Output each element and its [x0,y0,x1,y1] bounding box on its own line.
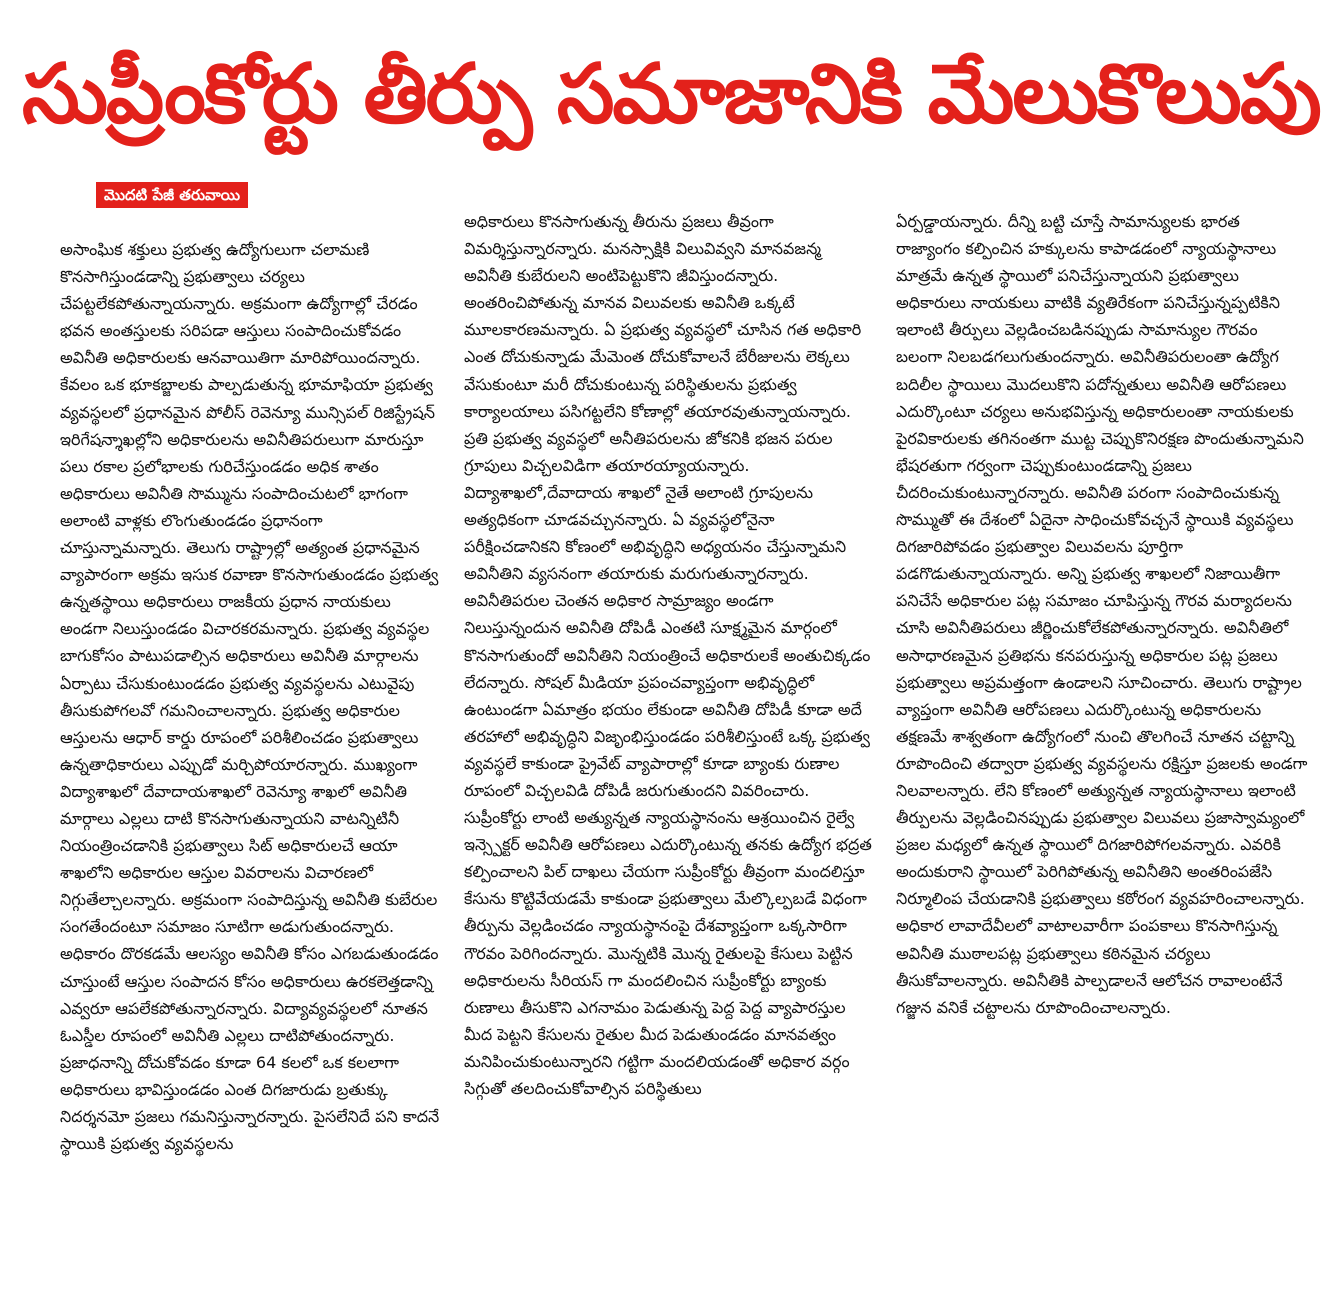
article-column-1 [32,236,442,1157]
article-column-2 [464,208,874,1102]
column-text: ఏర్పడ్డాయన్నారు. దీన్ని బట్టి చూస్తే సామాన్యులకు భారత రాజ్యాంగం కల్పించిన హక్కులను కాపాడడంలో న్యాయస్థానాలు మాత్రమే ఉన్నత స్థాయిలో పనిచేస్తున్నాయని ప్రభుత్వాలు అధికారులు నాయకులు వాటికి వ్యతిరేకంగా పనిచేస్తున్నప్పటికిని ఇలాంటి తీర్పులు వెల్లడించబడినప్పుడు సామాన్యుల గౌరవం బలంగా నిలబడగలుగుతుందన్నారు. అవినీతిపరులంతా ఉద్యోగ బదిలీల స్థాయిలు మొదలుకొని పదోన్నతులు అవినీతి ఆరోపణలు ఎదుర్కొంటూ చర్యలు అనుభవిస్తున్న అధికారులంతా నాయకులకు పైరవికారులకు తగినంతగా ముట్ట చెప్పుకొనిరక్షణ పొందుతున్నామని భేషరతుగా గర్వంగా చెప్పుకుంటుండడాన్ని ప్రజలు చీదరించుకుంటున్నారన్నారు. అవినీతి పరంగా సంపాదించుకున్న సొమ్ముతో ఈ దేశంలో ఏదైనా సాధించుకోవచ్చనే స్థాయికి వ్యవస్థలు దిగజారిపోవడం ప్రభుత్వాల విలువలను పూర్తిగా పడగొడుతున్నాయన్నారు. అన్ని ప్రభుత్వ శాఖలలో నిజాయితీగా పనిచేసే అధికారుల పట్ల సమాజం చూపిస్తున్న గౌరవ మర్యాదలను చూసి అవినీతిపరులు జీర్ణించుకోలేకపోతున్నారన్నారు. అవినీతిలో అసాధారణమైన ప్రతిభను కనపరుస్తున్న అధికారుల పట్ల ప్రజలు ప్రభుత్వాలు అప్రమత్తంగా ఉండాలని సూచించారు. తెలుగు రాష్ట్రాల వ్యాప్తంగా అవినీతి ఆరోపణలు ఎదుర్కొంటున్న అధికారులను తక్షణమే శాశ్వతంగా ఉద్యోగంలో నుంచి తొలగించే నూతన చట్టాన్ని రూపొందించి తద్వారా ప్రభుత్వ వ్యవస్థలను రక్షిస్తూ ప్రజలకు అండగా నిలవాలన్నారు. లేని కోణంలో అత్యున్నత న్యాయస్థానాలు ఇలాంటి తీర్పులను వెల్లడించినప్పుడు ప్రభుత్వాల విలువలు ప్రజాస్వామ్యంలో ప్రజల మధ్యలో ఉన్నత స్థాయిలో దిగజారిపోగలవన్నారు. ఎవరికి అందుకురాని స్థాయిలో పెరిగిపోతున్న అవినీతిని అంతరింపజేసి నిర్మూలింప చేయడానికి ప్రభుత్వాలు కఠోరంగ వ్యవహరించాలన్నారు. అధికార లావాదేవీలలో వాటాలవారీగా పంపకాలు కొనసాగిస్తున్న అవినీతి ముఠాలపట్ల ప్రభుత్వాలు కఠినమైన చర్యలు తీసుకోవాలన్నారు. అవినీతికి పాల్పడాలనే ఆలోచన రావాలంటేనే గజ్జున వనికే చట్టాలను రూపొందించాలన్నారు. [896,212,1308,1017]
article-column-3 [896,208,1308,1021]
section-tag: మొదటి పేజీ తరువాయి [96,182,248,208]
column-text: అసాంఘిక శక్తులు ప్రభుత్వ ఉద్యోగులుగా చలామణి కొనసాగిస్తుండడాన్ని ప్రభుత్వాలు చర్యలు చేపట్టలేకపోతున్నాయన్నారు. అక్రమంగా ఉద్యోగాల్లో చేరడం భవన అంతస్తులకు సరిపడా ఆస్తులు సంపాదించుకోవడం అవినీతి అధికారులకు ఆనవాయితిగా మారిపోయిందన్నారు. కేవలం ఒక భూకబ్జాలకు పాల్పడుతున్న భూమాఫియా ప్రభుత్వ వ్యవస్థలలో ప్రధానమైన పోలీస్ రెవెన్యూ మున్సిపల్ రిజిస్ట్రేషన్ ఇరిగేషన్శాఖల్లోని అధికారులను అవినీతిపరులుగా మారుస్తూ పలు రకాల ప్రలోభాలకు గురిచేస్తుండడం అధిక శాతం అధికారులు అవినీతి సొమ్మును సంపాదించుటలో భాగంగా అలాంటి వాళ్లకు లొంగుతుండడం ప్రధానంగా చూస్తున్నామన్నారు. తెలుగు రాష్ట్రాల్లో అత్యంత ప్రధానమైన వ్యాపారంగా అక్రమ ఇసుక రవాణా కొనసాగుతుండడం ప్రభుత్వ ఉన్నతస్థాయి అధికారులు రాజకీయ ప్రధాన నాయకులు అండగా నిలుస్తుండడం విచారకరమన్నారు. ప్రభుత్వ వ్యవస్థల బాగుకోసం పాటుపడాల్సిన అధికారులు అవినీతి మార్గాలను ఏర్పాటు చేసుకుంటుండడం ప్రభుత్వ వ్యవస్థలను ఎటువైపు తీసుకుపోగలవో గమనించాలన్నారు. ప్రభుత్వ అధికారుల ఆస్తులను ఆధార్ కార్డు రూపంలో పరిశీలించడం ప్రభుత్వాలు ఉన్నతాధికారులు ఎప్పుడో మర్చిపోయారన్నారు. ముఖ్యంగా విద్యాశాఖలో దేవాదాయశాఖలో రెవెన్యూ శాఖలో అవినీతి మార్గాలు ఎల్లలు దాటి కొనసాగుతున్నాయని వాటన్నిటినీ నియంత్రించడానికి ప్రభుత్వాలు సిట్ అధికారులచే ఆయా శాఖలోని అధికారుల ఆస్తుల వివరాలను విచారణలో నిగ్గుతేల్చాలన్నారు. అక్రమంగా సంపాదిస్తున్న అవినీతి కుబేరుల సంగతేందంటూ సమాజం సూటిగా అడుగుతుందన్నారు. అధికారం దొరకడమే ఆలస్యం అవినీతి కోసం ఎగబడుతుండడం చూస్తుంటే ఆస్తుల సంపాదన కోసం అధికారులు ఉరకలెత్తడాన్ని ఎవ్వరూ ఆపలేకపోతున్నారన్నారు. విద్యావ్యవస్థలలో నూతన ఓఎస్డీల రూపంలో అవినీతి ఎల్లలు దాటిపోతుందన్నారు. ప్రజాధనాన్ని దోచుకోవడం కూడా 64 కలలో ఒక కలలాగా అధికారులు భావిస్తుండడం ఎంత దిగజారుడు బ్రతుక్కు నిదర్శనమో ప్రజలు గమనిస్తున్నారన్నారు. పైసలేనిదే పని కాదనే స్థాయికి ప్రభుత్వ వ్యవస్థలను [60,240,440,1154]
column-text: అధికారులు కొనసాగుతున్న తీరును ప్రజలు తీవ్రంగా విమర్శిస్తున్నారన్నారు. మనస్సాక్షికి విలువివ్వని మానవజన్మ అవినీతి కుబేరులని అంటిపెట్టుకొని జీవిస్తుందన్నారు. అంతరించిపోతున్న మానవ విలువలకు అవినీతి ఒక్కటే మూలకారణమన్నారు. ఏ ప్రభుత్వ వ్యవస్థలో చూసిన గత అధికారి ఎంత దోచుకున్నాడు మేమెంత దోచుకోవాలనే బేరీజులను లెక్కలు వేసుకుంటూ మరీ దోచుకుంటున్న పరిస్థితులను ప్రభుత్వ కార్యాలయాలు పసిగట్టలేని కోణాల్లో తయారవుతున్నాయన్నారు. ప్రతి ప్రభుత్వ వ్యవస్థలో అనీతిపరులను జోకనికి భజన పరుల గ్రూపులు విచ్చలవిడిగా తయారయ్యాయన్నారు. విద్యాశాఖలో,దేవాదాయ శాఖలో నైతే అలాంటి గ్రూపులను అత్యధికంగా చూడవచ్చునన్నారు. ఏ వ్యవస్థలోనైనా పరీక్షించడానికని కోణంలో అభివృద్ధిని అధ్యయనం చేస్తున్నామని అవినీతిని వ్యసనంగా తయారుకు మరుగుతున్నారన్నారు. అవినీతిపరుల చెంతన అధికార సామ్రాజ్యం అండగా నిలుస్తున్నందున అవినీతి దోపిడీ ఎంతటి సూక్ష్మమైన మార్గంలో కొనసాగుతుందో అవినీతిని నియంత్రించే అధికారులకే అంతుచిక్కడం లేదన్నారు. సోషల్ మీడియా ప్రపంచవ్యాప్తంగా అభివృద్ధిలో ఉంటుండగా ఏమాత్రం భయం లేకుండా అవినీతి దోపిడీ కూడా అదే తరహాలో అభివృద్ధిని విజృంభిస్తుండడం పరిశీలిస్తుంటే ఒక్క ప్రభుత్వ వ్యవస్థలే కాకుండా ప్రైవేట్ వ్యాపారాల్లో కూడా బ్యాంకు రుణాల రూపంలో విచ్చలవిడి దోపిడీ జరుగుతుందని వివరించారు. సుప్రీంకోర్టు లాంటి అత్యున్నత న్యాయస్థానంను ఆశ్రయించిన రైల్వే ఇన్స్పెక్టర్ అవినీతి ఆరోపణలు ఎదుర్కొంటున్న తనకు ఉద్యోగ భద్రత కల్పించాలని పిల్ దాఖలు చేయగా సుప్రీంకోర్టు తీవ్రంగా మందలిస్తూ కేసును కొట్టివేయడమే కాకుండా ప్రభుత్వాలు మేల్కొల్పబడే విధంగా తీర్పును వెల్లడించడం న్యాయస్థానంపై దేశవ్యాప్తంగా ఒక్కసారిగా గౌరవం పెరిగిందన్నారు. మొన్నటికి మొన్న రైతులపై కేసులు పెట్టిన అధికారులను సీరియస్ గా మందలించిన సుప్రీంకోర్టు బ్యాంకు రుణాలు తీసుకొని ఎగనామం పెడుతున్న పెద్ద పెద్ద వ్యాపారస్తుల మీద పెట్టని కేసులను రైతుల మీద పెడుతుండడం మానవత్వం మనిపించుకుంటున్నారని గట్టిగా మందలియడంతో అధికార వర్గం సిగ్గుతో తలదించుకోవాల్సిన పరిస్థితులు [464,212,872,1098]
headline: సుప్రీంకోర్టు తీర్పు సమాజానికి మేలుకొలుపు [22,47,1320,142]
